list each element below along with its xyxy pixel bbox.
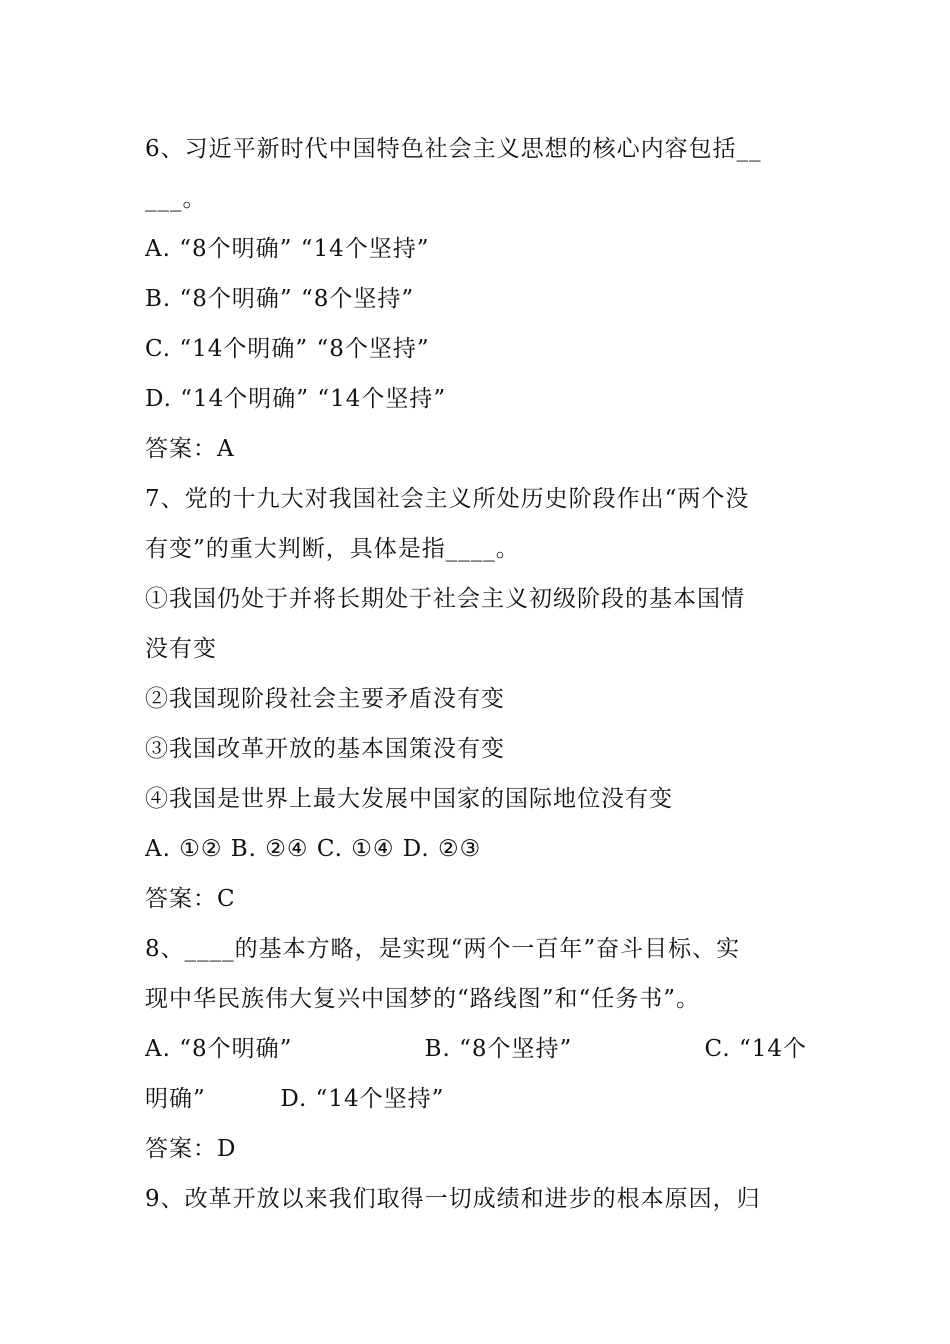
- q6-answer: 答案：A: [145, 436, 235, 462]
- q7-item2: ②我国现阶段社会主要矛盾没有变: [145, 686, 505, 712]
- q6-option-c: C. “14个明确” “8个坚持”: [145, 336, 430, 362]
- q7-stem-line2: 有变”的重大判断，具体是指____。: [145, 536, 520, 562]
- q7-answer: 答案：C: [145, 886, 236, 912]
- q6-stem-line1: 6、习近平新时代中国特色社会主义思想的核心内容包括__: [145, 136, 762, 162]
- q7-item4: ④我国是世界上最大发展中国家的国际地位没有变: [145, 786, 673, 812]
- q8-options-row1: [145, 1024, 807, 1074]
- q8-stem-line2: 现中华民族伟大复兴中国梦的“路线图”和“任务书”。: [145, 986, 701, 1012]
- q9-stem-line1: 9、改革开放以来我们取得一切成绩和进步的根本原因，归: [145, 1186, 761, 1212]
- q8-stem-line1: 8、____的基本方略，是实现“两个一百年”奋斗目标、实: [145, 936, 741, 962]
- q8-option-c-part2: 明确”: [145, 1086, 206, 1112]
- q8-answer: 答案：D: [145, 1136, 237, 1162]
- q7-item3: ③我国改革开放的基本国策没有变: [145, 736, 505, 762]
- q8-options-row2: [145, 1074, 807, 1124]
- question-content: [145, 124, 807, 1224]
- q7-options: A. ①② B. ②④ C. ①④ D. ②③: [145, 836, 482, 862]
- q6-option-b: B. “8个明确” “8个坚持”: [145, 286, 415, 312]
- q6-option-a: A. “8个明确” “14个坚持”: [145, 236, 430, 262]
- q8-option-b: B. “8个坚持”: [424, 1036, 573, 1062]
- q8-option-c-part1: C. “14个: [704, 1036, 807, 1062]
- q8-option-d: D. “14个坚持”: [280, 1086, 445, 1112]
- q7-stem-line1: 7、党的十九大对我国社会主义所处历史阶段作出“两个没: [145, 486, 750, 512]
- q7-item1-line2: 没有变: [145, 636, 217, 662]
- q6-stem-line2: ___。: [145, 186, 207, 212]
- q6-option-d: D. “14个明确” “14个坚持”: [145, 386, 447, 412]
- q7-item1-line1: ①我国仍处于并将长期处于社会主义初级阶段的基本国情: [145, 586, 745, 612]
- q8-option-a: A. “8个明确”: [145, 1036, 293, 1062]
